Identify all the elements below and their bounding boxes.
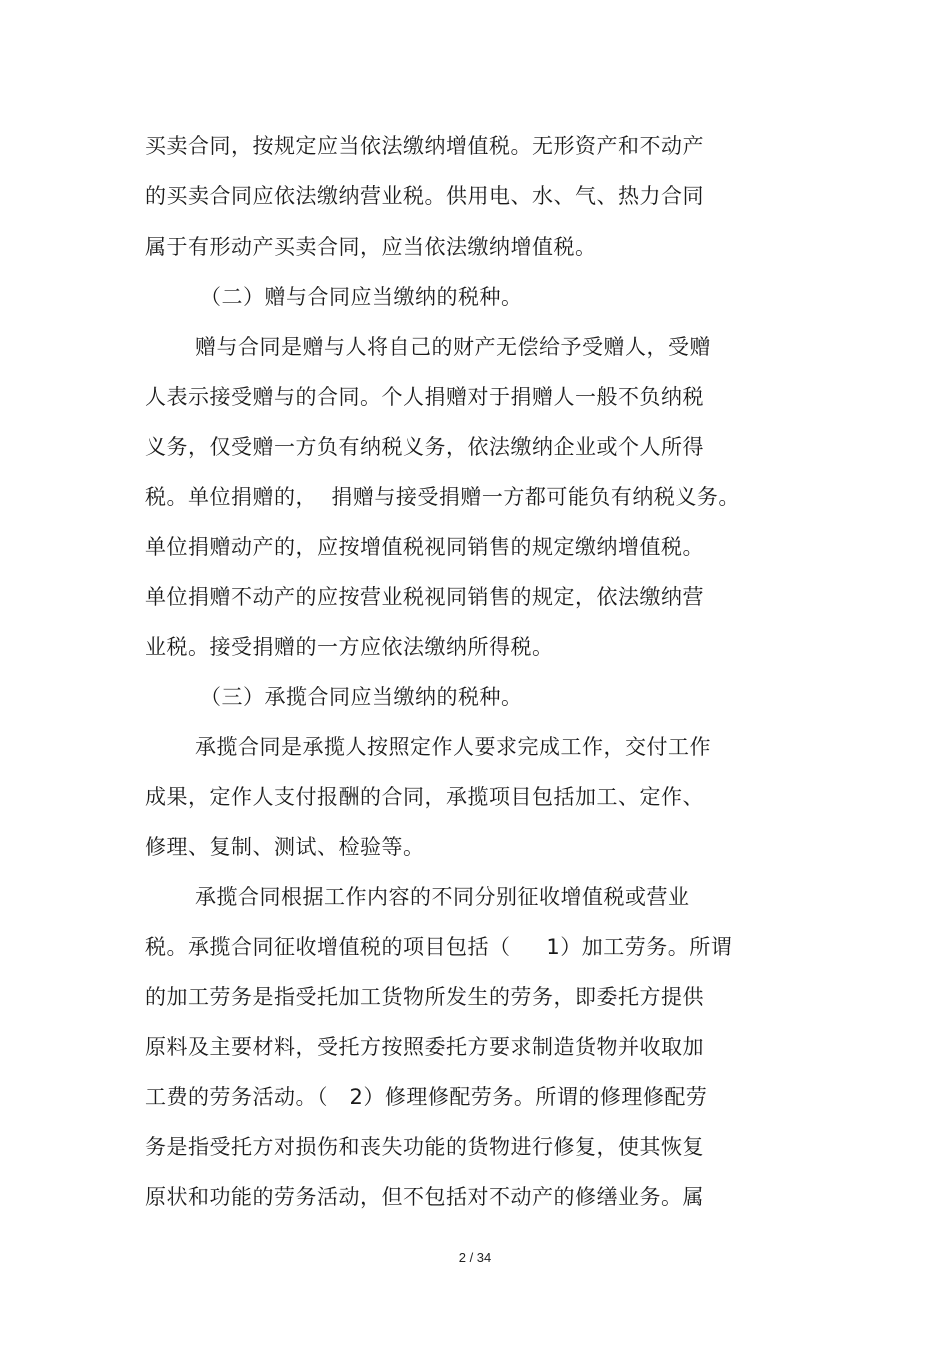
text-line: 务是指受托方对损伤和丧失功能的货物进行修复，使其恢复 (145, 1135, 704, 1159)
text-line: 买卖合同，按规定应当依法缴纳增值税。无形资产和不动产 (145, 134, 704, 158)
section-heading: （二）赠与合同应当缴纳的税种。 (200, 285, 523, 309)
text-line: 单位捐赠不动产的应按营业税视同销售的规定，依法缴纳营 (145, 585, 704, 609)
text-line: 承揽合同是承揽人按照定作人要求完成工作，交付工作 (195, 735, 711, 759)
text-line: 属于有形动产买卖合同，应当依法缴纳增值税。 (145, 235, 597, 259)
page-number: 2 / 34 (458, 1250, 492, 1265)
text-line: 税。承揽合同征收增值税的项目包括（ 1）加工劳务。所谓 (145, 935, 733, 959)
text-line: 的加工劳务是指受托加工货物所发生的劳务，即委托方提供 (145, 985, 704, 1009)
section-heading: （三）承揽合同应当缴纳的税种。 (200, 685, 523, 709)
text-line: 业税。接受捐赠的一方应依法缴纳所得税。 (145, 635, 554, 659)
text-line: 的买卖合同应依法缴纳营业税。供用电、水、气、热力合同 (145, 184, 704, 208)
text-line: 修理、复制、测试、检验等。 (145, 835, 425, 859)
text-line: 人表示接受赠与的合同。个人捐赠对于捐赠人一般不负纳税 (145, 385, 704, 409)
text-line: 原料及主要材料，受托方按照委托方要求制造货物并收取加 (145, 1035, 704, 1059)
text-line: 成果，定作人支付报酬的合同，承揽项目包括加工、定作、 (145, 785, 704, 809)
text-line: 义务，仅受赠一方负有纳税义务，依法缴纳企业或个人所得 (145, 435, 704, 459)
text-line: 承揽合同根据工作内容的不同分别征收增值税或营业 (195, 885, 690, 909)
text-line: 赠与合同是赠与人将自己的财产无偿给予受赠人，受赠 (195, 335, 711, 359)
text-line: 税。单位捐赠的， 捐赠与接受捐赠一方都可能负有纳税义务。 (145, 485, 740, 509)
text-line: 工费的劳务活动。（ 2）修理修配劳务。所谓的修理修配劳 (145, 1085, 708, 1109)
text-line: 原状和功能的劳务活动，但不包括对不动产的修缮业务。属 (145, 1185, 704, 1209)
text-line: 单位捐赠动产的，应按增值税视同销售的规定缴纳增值税。 (145, 535, 704, 559)
